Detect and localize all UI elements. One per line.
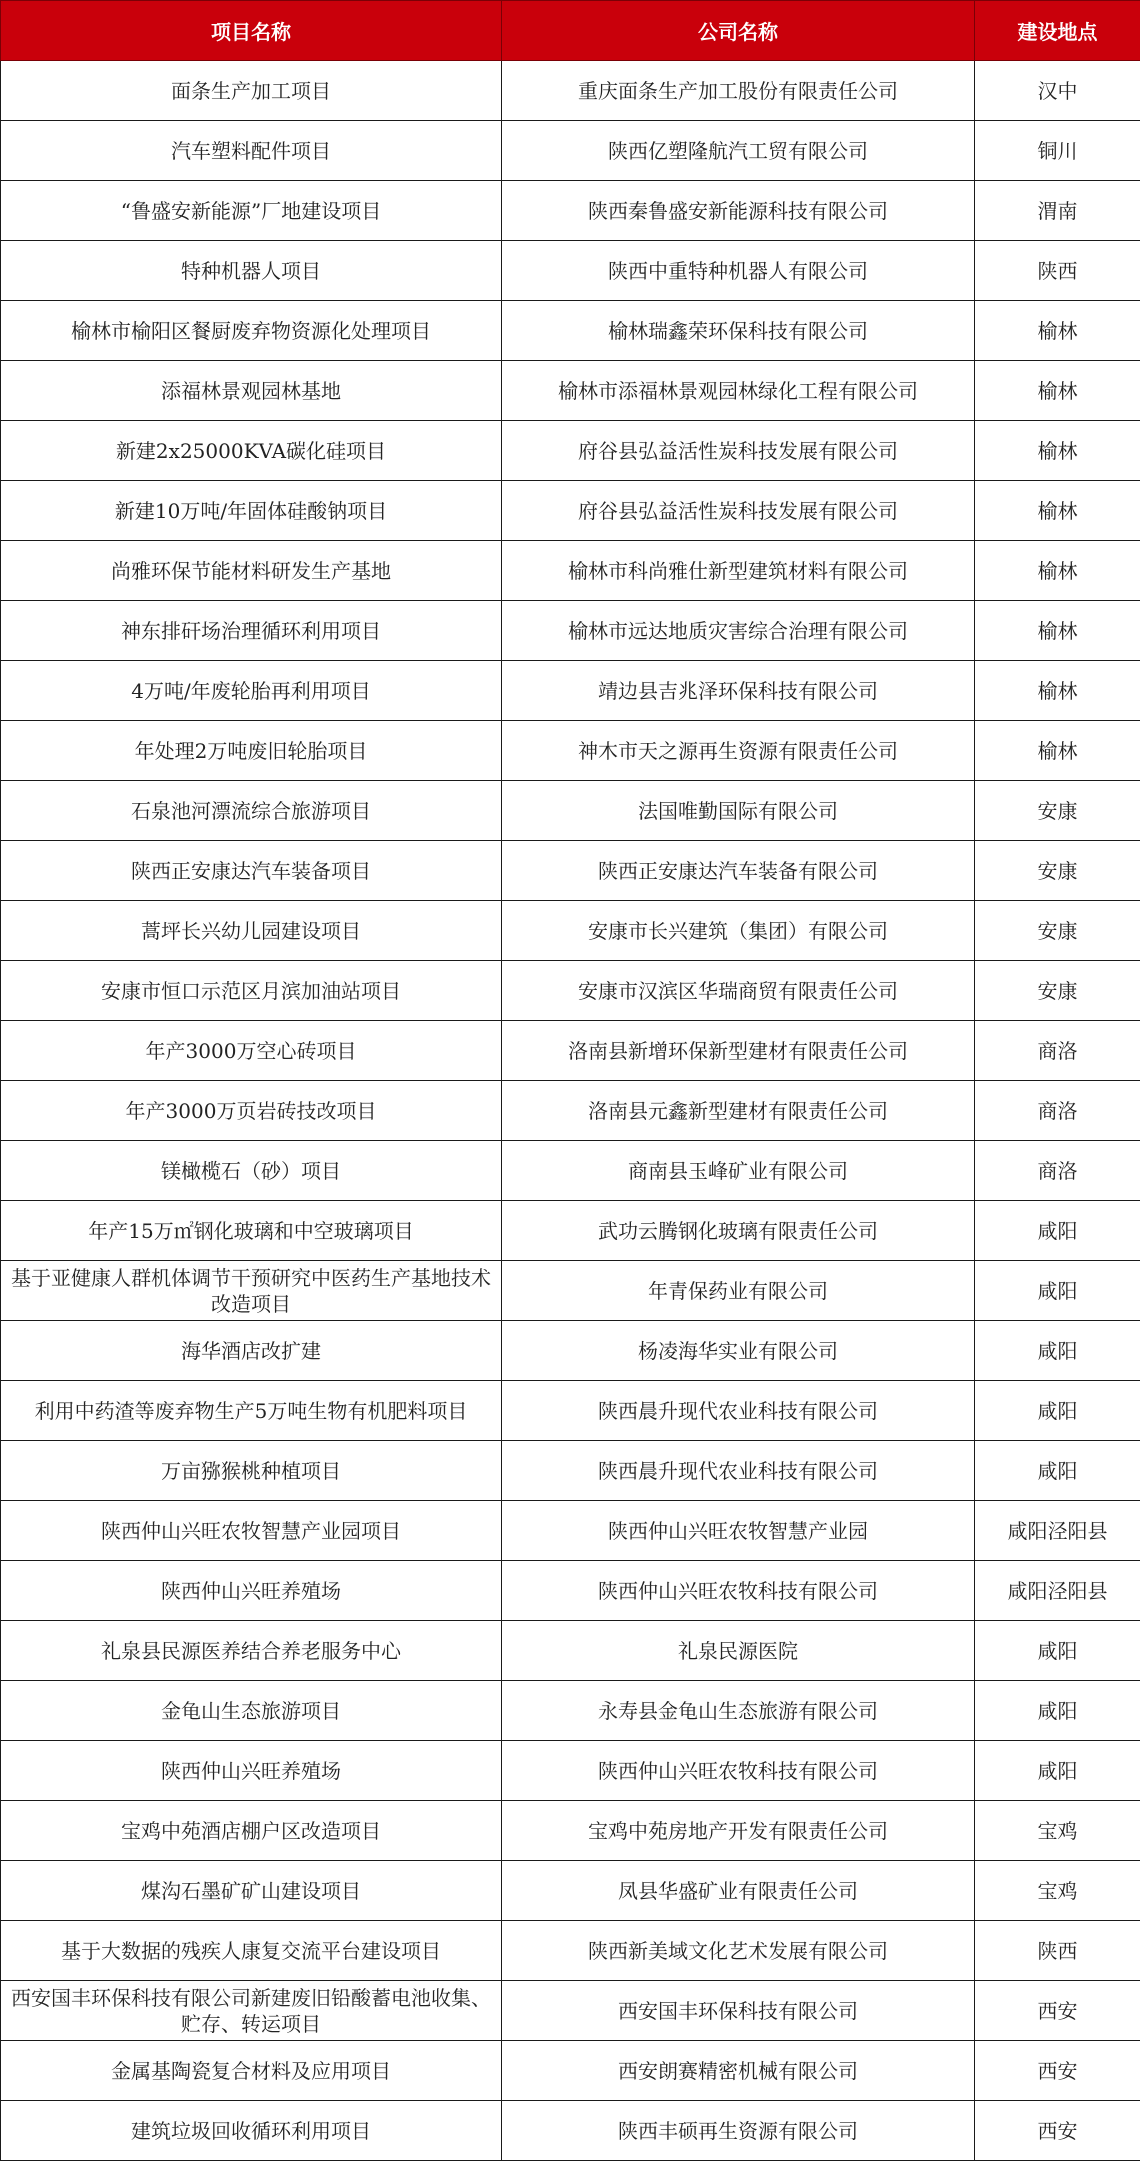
table-row [1, 121, 1140, 181]
company-name-cell: 靖边县吉兆泽环保科技有限公司 [502, 661, 975, 721]
location-cell: 咸阳 [975, 1621, 1140, 1681]
header-row [1, 1, 1140, 61]
table-row [1, 241, 1140, 301]
location-cell: 榆林 [975, 421, 1140, 481]
company-name-cell: 洛南县元鑫新型建材有限责任公司 [502, 1081, 975, 1141]
project-name-cell: 礼泉县民源医养结合养老服务中心 [1, 1621, 502, 1681]
project-name-cell: 神东排矸场治理循环利用项目 [1, 601, 502, 661]
location-cell: 榆林 [975, 481, 1140, 541]
table-header [1, 1, 1140, 61]
location-cell: 榆林 [975, 541, 1140, 601]
location-cell: 咸阳 [975, 1201, 1140, 1261]
project-name-cell: 陕西仲山兴旺养殖场 [1, 1741, 502, 1801]
table-row [1, 661, 1140, 721]
company-name-cell: 榆林市远达地质灾害综合治理有限公司 [502, 601, 975, 661]
project-name-cell: 特种机器人项目 [1, 241, 502, 301]
table-row [1, 1081, 1140, 1141]
company-name-cell: 宝鸡中苑房地产开发有限责任公司 [502, 1801, 975, 1861]
table-row [1, 901, 1140, 961]
company-name-cell: 陕西晨升现代农业科技有限公司 [502, 1381, 975, 1441]
location-cell: 陕西 [975, 1921, 1140, 1981]
table-row [1, 961, 1140, 1021]
location-cell: 安康 [975, 901, 1140, 961]
table-row [1, 1021, 1140, 1081]
header-company-name: 公司名称 [502, 1, 975, 61]
table-row [1, 481, 1140, 541]
company-name-cell: 杨凌海华实业有限公司 [502, 1321, 975, 1381]
project-name-cell: 石泉池河漂流综合旅游项目 [1, 781, 502, 841]
company-name-cell: 礼泉民源医院 [502, 1621, 975, 1681]
project-name-cell: 年处理2万吨废旧轮胎项目 [1, 721, 502, 781]
location-cell: 咸阳 [975, 1441, 1140, 1501]
table-row [1, 841, 1140, 901]
table-row [1, 1441, 1140, 1501]
table-row [1, 1321, 1140, 1381]
project-name-cell: 安康市恒口示范区月滨加油站项目 [1, 961, 502, 1021]
location-cell: 安康 [975, 961, 1140, 1021]
location-cell: 榆林 [975, 301, 1140, 361]
company-name-cell: 重庆面条生产加工股份有限责任公司 [502, 61, 975, 121]
project-name-cell: 年产3000万空心砖项目 [1, 1021, 502, 1081]
company-name-cell: 洛南县新增环保新型建材有限责任公司 [502, 1021, 975, 1081]
location-cell: 榆林 [975, 721, 1140, 781]
project-name-cell: 新建2x25000KVA碳化硅项目 [1, 421, 502, 481]
table-row [1, 1381, 1140, 1441]
location-cell: 西安 [975, 2101, 1140, 2161]
location-cell: 西安 [975, 1981, 1140, 2041]
project-name-cell: 蒿坪长兴幼儿园建设项目 [1, 901, 502, 961]
project-name-cell: 万亩猕猴桃种植项目 [1, 1441, 502, 1501]
location-cell: 宝鸡 [975, 1801, 1140, 1861]
company-name-cell: 商南县玉峰矿业有限公司 [502, 1141, 975, 1201]
project-name-cell: 榆林市榆阳区餐厨废弃物资源化处理项目 [1, 301, 502, 361]
company-name-cell: 陕西秦鲁盛安新能源科技有限公司 [502, 181, 975, 241]
project-name-cell: 陕西仲山兴旺农牧智慧产业园项目 [1, 1501, 502, 1561]
project-name-cell: 基于亚健康人群机体调节干预研究中医药生产基地技术改造项目 [1, 1261, 502, 1321]
project-name-cell: 西安国丰环保科技有限公司新建废旧铅酸蓄电池收集、贮存、转运项目 [1, 1981, 502, 2041]
table-body [1, 61, 1140, 2161]
company-name-cell: 永寿县金龟山生态旅游有限公司 [502, 1681, 975, 1741]
location-cell: 宝鸡 [975, 1861, 1140, 1921]
company-name-cell: 法国唯勤国际有限公司 [502, 781, 975, 841]
project-name-cell: 汽车塑料配件项目 [1, 121, 502, 181]
company-name-cell: 榆林市添福林景观园林绿化工程有限公司 [502, 361, 975, 421]
location-cell: 商洛 [975, 1081, 1140, 1141]
header-location: 建设地点 [975, 1, 1140, 61]
table-row [1, 1681, 1140, 1741]
location-cell: 商洛 [975, 1021, 1140, 1081]
table-row [1, 361, 1140, 421]
project-name-cell: 新建10万吨/年固体硅酸钠项目 [1, 481, 502, 541]
company-name-cell: 陕西亿塑隆航汽工贸有限公司 [502, 121, 975, 181]
location-cell: 安康 [975, 781, 1140, 841]
company-name-cell: 神木市天之源再生资源有限责任公司 [502, 721, 975, 781]
project-name-cell: 利用中药渣等废弃物生产5万吨生物有机肥料项目 [1, 1381, 502, 1441]
company-name-cell: 凤县华盛矿业有限责任公司 [502, 1861, 975, 1921]
location-cell: 商洛 [975, 1141, 1140, 1201]
table-row [1, 1861, 1140, 1921]
table-row [1, 1921, 1140, 1981]
company-name-cell: 西安朗赛精密机械有限公司 [502, 2041, 975, 2101]
project-name-cell: 建筑垃圾回收循环利用项目 [1, 2101, 502, 2161]
company-name-cell: 榆林市科尚雅仕新型建筑材料有限公司 [502, 541, 975, 601]
location-cell: 渭南 [975, 181, 1140, 241]
company-name-cell: 陕西中重特种机器人有限公司 [502, 241, 975, 301]
project-name-cell: 年产15万㎡钢化玻璃和中空玻璃项目 [1, 1201, 502, 1261]
location-cell: 咸阳泾阳县 [975, 1561, 1140, 1621]
company-name-cell: 陕西新美域文化艺术发展有限公司 [502, 1921, 975, 1981]
project-name-cell: 金龟山生态旅游项目 [1, 1681, 502, 1741]
location-cell: 咸阳 [975, 1261, 1140, 1321]
project-name-cell: 4万吨/年废轮胎再利用项目 [1, 661, 502, 721]
project-name-cell: 陕西仲山兴旺养殖场 [1, 1561, 502, 1621]
company-name-cell: 陕西丰硕再生资源有限公司 [502, 2101, 975, 2161]
company-name-cell: 陕西仲山兴旺农牧科技有限公司 [502, 1561, 975, 1621]
project-name-cell: 年产3000万页岩砖技改项目 [1, 1081, 502, 1141]
location-cell: 安康 [975, 841, 1140, 901]
header-project-name: 项目名称 [1, 1, 502, 61]
location-cell: 汉中 [975, 61, 1140, 121]
company-name-cell: 陕西晨升现代农业科技有限公司 [502, 1441, 975, 1501]
table-row [1, 1561, 1140, 1621]
location-cell: 咸阳 [975, 1681, 1140, 1741]
location-cell: 榆林 [975, 661, 1140, 721]
table-row [1, 2101, 1140, 2161]
table-row [1, 2041, 1140, 2101]
company-name-cell: 年青保药业有限公司 [502, 1261, 975, 1321]
location-cell: 榆林 [975, 601, 1140, 661]
table-row [1, 721, 1140, 781]
company-name-cell: 陕西仲山兴旺农牧科技有限公司 [502, 1741, 975, 1801]
company-name-cell: 榆林瑞鑫荣环保科技有限公司 [502, 301, 975, 361]
location-cell: 陕西 [975, 241, 1140, 301]
table-row [1, 601, 1140, 661]
company-name-cell: 陕西正安康达汽车装备有限公司 [502, 841, 975, 901]
location-cell: 咸阳泾阳县 [975, 1501, 1140, 1561]
company-name-cell: 安康市长兴建筑（集团）有限公司 [502, 901, 975, 961]
table-row [1, 1201, 1140, 1261]
project-name-cell: 面条生产加工项目 [1, 61, 502, 121]
table-row [1, 1501, 1140, 1561]
location-cell: 铜川 [975, 121, 1140, 181]
project-name-cell: 基于大数据的残疾人康复交流平台建设项目 [1, 1921, 502, 1981]
table-row [1, 1741, 1140, 1801]
project-name-cell: 金属基陶瓷复合材料及应用项目 [1, 2041, 502, 2101]
project-name-cell: 尚雅环保节能材料研发生产基地 [1, 541, 502, 601]
table-row [1, 421, 1140, 481]
project-name-cell: 海华酒店改扩建 [1, 1321, 502, 1381]
project-name-cell: 宝鸡中苑酒店棚户区改造项目 [1, 1801, 502, 1861]
location-cell: 西安 [975, 2041, 1140, 2101]
table-row [1, 1981, 1140, 2041]
project-name-cell: “鲁盛安新能源”厂地建设项目 [1, 181, 502, 241]
table-row [1, 181, 1140, 241]
company-name-cell: 陕西仲山兴旺农牧智慧产业园 [502, 1501, 975, 1561]
table-row [1, 1621, 1140, 1681]
project-name-cell: 煤沟石墨矿矿山建设项目 [1, 1861, 502, 1921]
table-row [1, 541, 1140, 601]
table-row [1, 1801, 1140, 1861]
project-name-cell: 镁橄榄石（砂）项目 [1, 1141, 502, 1201]
company-name-cell: 府谷县弘益活性炭科技发展有限公司 [502, 421, 975, 481]
table-row [1, 1261, 1140, 1321]
company-name-cell: 西安国丰环保科技有限公司 [502, 1981, 975, 2041]
location-cell: 榆林 [975, 361, 1140, 421]
company-name-cell: 府谷县弘益活性炭科技发展有限公司 [502, 481, 975, 541]
table-row [1, 301, 1140, 361]
project-name-cell: 陕西正安康达汽车装备项目 [1, 841, 502, 901]
company-name-cell: 安康市汉滨区华瑞商贸有限责任公司 [502, 961, 975, 1021]
company-name-cell: 武功云腾钢化玻璃有限责任公司 [502, 1201, 975, 1261]
table-row [1, 781, 1140, 841]
project-name-cell: 添福林景观园林基地 [1, 361, 502, 421]
table-row [1, 61, 1140, 121]
table-row [1, 1141, 1140, 1201]
location-cell: 咸阳 [975, 1741, 1140, 1801]
location-cell: 咸阳 [975, 1321, 1140, 1381]
location-cell: 咸阳 [975, 1381, 1140, 1441]
